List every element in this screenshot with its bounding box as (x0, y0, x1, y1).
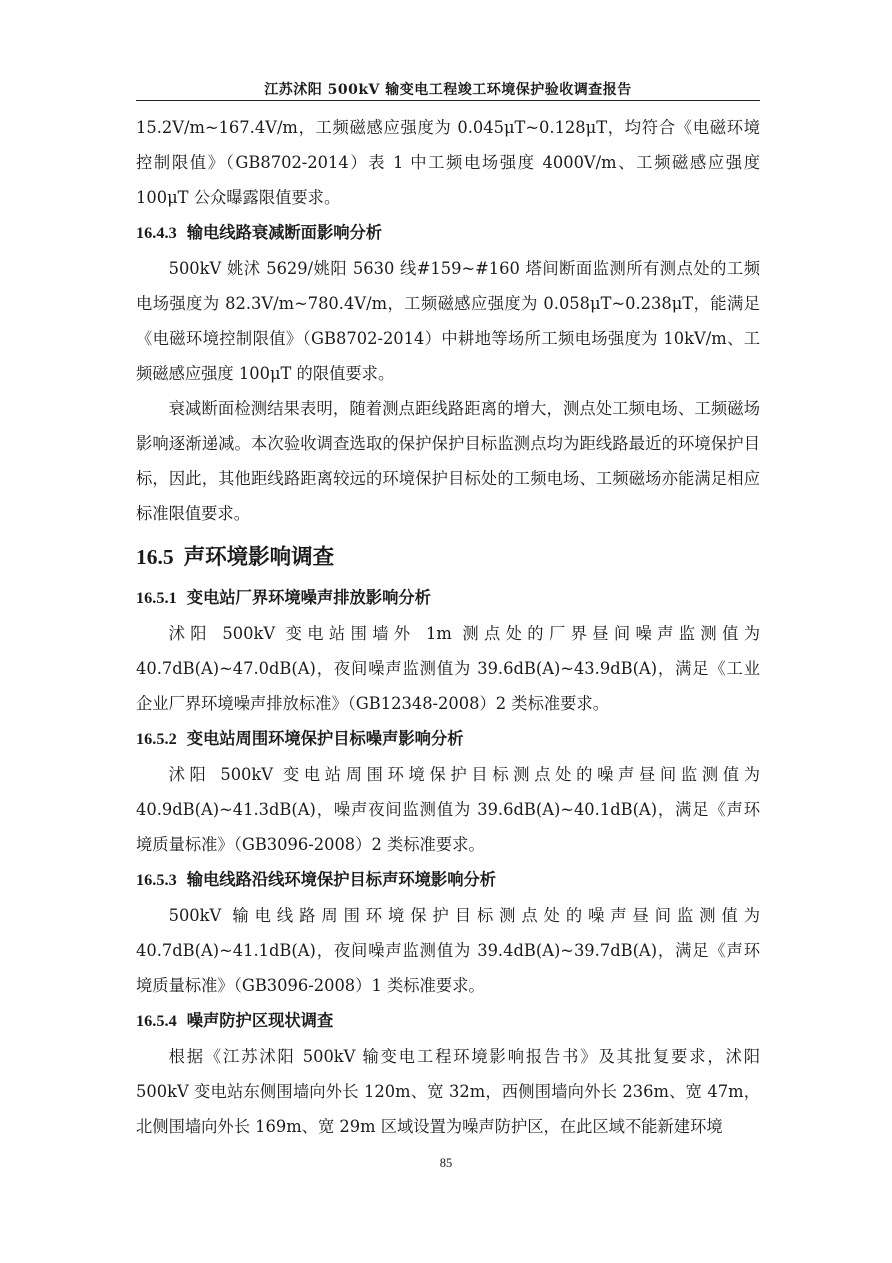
paragraph-line: 沭阳 500kV 变电站围墙外 1m 测点处的厂界昼间噪声监测值为 (168, 624, 760, 643)
section-number: 16.5 (136, 545, 174, 569)
heading-number: 16.5.2 (136, 729, 177, 748)
heading-title: 输电线路衰减断面影响分析 (186, 223, 383, 242)
paragraph-noise-protection-zone: 根据《江苏沭阳 500kV 输变电工程环境影响报告书》及其批复要求，沭阳 500kV 变电站东侧围墙向外长 120m、宽 32m，西侧围墙向外长 236m、宽 47m，北侧围墙向外长 169m、宽 29m 区域设置为噪声防护区，在此区域不能新建环境 (136, 1047, 760, 1136)
running-header: 江苏沭阳 500kV 输变电工程竣工环境保护验收调查报告 (264, 82, 632, 98)
heading-16-5-1 (136, 580, 760, 616)
heading-16-5-2 (136, 721, 760, 757)
paragraph-boundary-noise-cont: 40.7dB(A)~47.0dB(A)，夜间噪声监测值为 39.6dB(A)~43.9dB(A)，满足《工业企业厂界环境噪声排放标准》（GB12348-2008）2 类标准要求。 (136, 659, 760, 713)
heading-16-5-3 (136, 862, 760, 898)
paragraph-attenuation-section: 500kV 姚沭 5629/姚阳 5630 线#159~#160 塔间断面监测所有测点处的工频电场强度为 82.3V/m~780.4V/m，工频磁感应强度为 0.058μT~0.238μT，能满足《电磁环境控制限值》（GB8702-2014）中耕地等场所工频电场强度为 10kV/m、工频磁感应强度 100μT 的限值要求。 (136, 259, 760, 383)
header-rule (136, 100, 760, 101)
paragraph-em-limits-continued: 15.2V/m~167.4V/m，工频磁感应强度为 0.045μT~0.128μT，均符合《电磁环境控制限值》（GB8702-2014）表 1 中工频电场强度 4000V/m、工频磁感应强度 100μT 公众曝露限值要求。 (136, 118, 760, 207)
heading-number: 16.5.3 (136, 870, 177, 889)
heading-title: 输电线路沿线环境保护目标声环境影响分析 (186, 870, 497, 889)
section-title: 声环境影响调查 (183, 545, 335, 570)
heading-16-5 (136, 537, 760, 578)
heading-16-5-4 (136, 1003, 760, 1039)
heading-number: 16.5.1 (136, 588, 177, 607)
paragraph-line: 500kV 输电线路周围环境保护目标测点处的噪声昼间监测值为 (168, 906, 760, 925)
heading-title: 噪声防护区现状调查 (186, 1011, 334, 1030)
paragraph-boundary-noise (136, 616, 760, 651)
paragraph-line-target-noise (136, 898, 760, 933)
heading-number: 16.4.3 (136, 223, 177, 242)
paragraph-attenuation-conclusion: 衰减断面检测结果表明，随着测点距线路距离的增大，测点处工频电场、工频磁场影响逐渐递减。本次验收调查选取的保护保护目标监测点均为距线路最近的环境保护目标，因此，其他距线路距离较远的环境保护目标处的工频电场、工频磁场亦能满足相应标准限值要求。 (136, 399, 760, 523)
heading-16-4-3 (136, 215, 760, 251)
paragraph-line: 沭阳 500kV 变电站周围环境保护目标测点处的噪声昼间监测值为 (168, 765, 760, 784)
heading-title: 变电站厂界环境噪声排放影响分析 (186, 588, 431, 607)
heading-title: 变电站周围环境保护目标噪声影响分析 (186, 729, 464, 748)
paragraph-line-target-noise-cont: 40.7dB(A)~41.1dB(A)，夜间噪声监测值为 39.4dB(A)~39.7dB(A)，满足《声环境质量标准》（GB3096-2008）1 类标准要求。 (136, 941, 760, 995)
paragraph-substation-target-noise (136, 757, 760, 792)
paragraph-substation-target-noise-cont: 40.9dB(A)~41.3dB(A)，噪声夜间监测值为 39.6dB(A)~40.1dB(A)，满足《声环境质量标准》（GB3096-2008）2 类标准要求。 (136, 800, 760, 854)
page-number: 85 (439, 1156, 453, 1170)
page-body (136, 110, 760, 1144)
heading-number: 16.5.4 (136, 1011, 177, 1030)
